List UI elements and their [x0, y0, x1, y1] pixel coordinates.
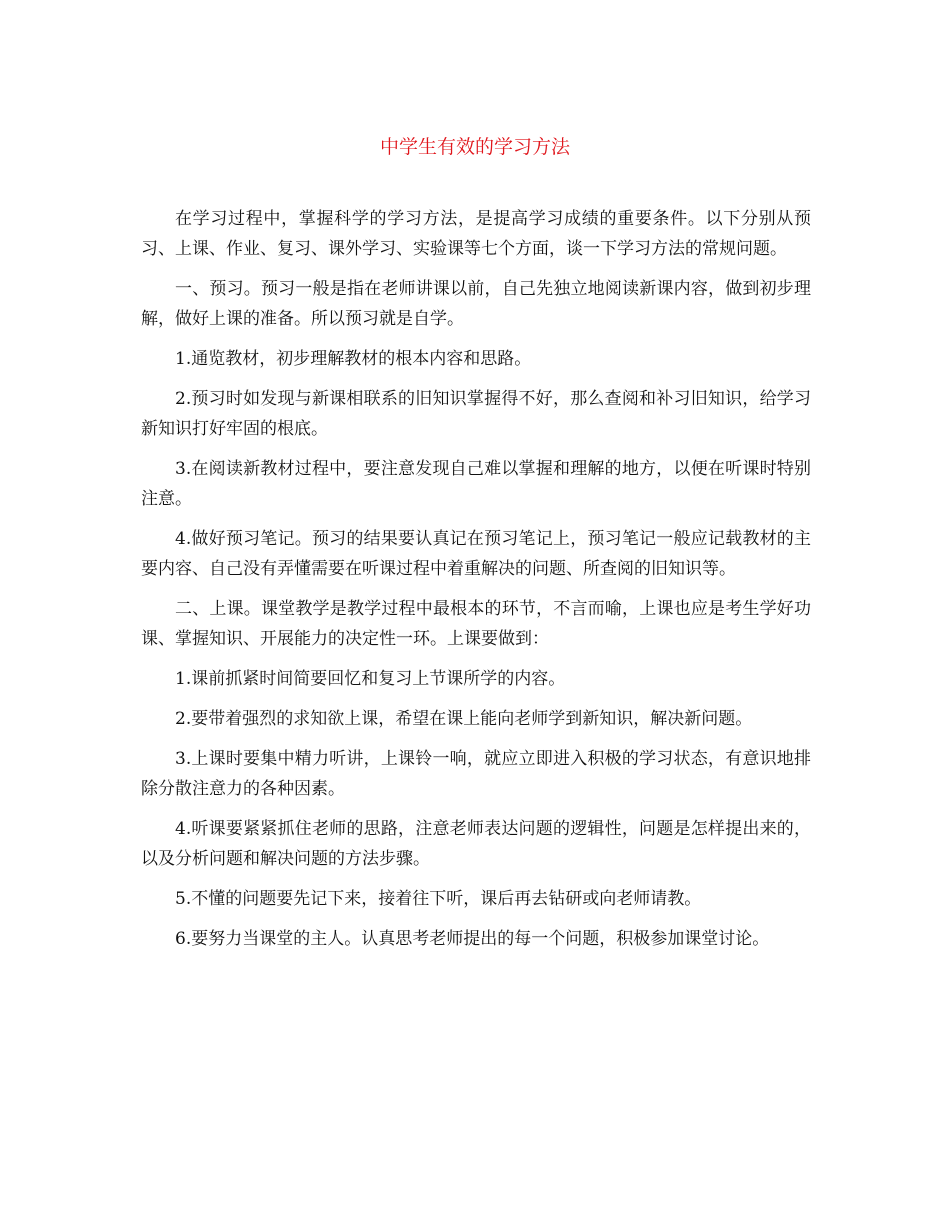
paragraph-class-item-1: 1.课前抓紧时间简要回忆和复习上节课所学的内容。 — [175, 669, 566, 689]
paragraph-preview-item-4: 4.做好预习笔记。预习的结果要认真记在预习笔记上，预习笔记一般应记载教材的主要内容、自己没有弄懂需要在听课过程中着重解决的问题、所查阅的旧知识等。 — [141, 529, 811, 579]
paragraph-preview-item-1: 1.通览教材，初步理解教材的根本内容和思路。 — [175, 349, 532, 369]
document-title: 中学生有效的学习方法 — [379, 136, 570, 158]
paragraph-class-item-3: 3.上课时要集中精力听讲，上课铃一响，就应立即进入积极的学习状态，有意识地排除分散注意力的各种因素。 — [141, 749, 811, 799]
paragraph-class-item-4: 4.听课要紧紧抓住老师的思路，注意老师表达问题的逻辑性，问题是怎样提出来的，以及分析问题和解决问题的方法步骤。 — [141, 819, 811, 869]
paragraph-section-class: 二、上课。课堂教学是教学过程中最根本的环节，不言而喻，上课也应是考生学好功课、掌握知识、开展能力的决定性一环。上课要做到： — [141, 599, 811, 649]
paragraph-preview-item-3: 3.在阅读新教材过程中，要注意发现自己难以掌握和理解的地方，以便在听课时特别注意。 — [141, 459, 811, 509]
paragraph-class-item-5: 5.不懂的问题要先记下来，接着往下听，课后再去钻研或向老师请教。 — [175, 889, 702, 909]
paragraph-intro: 在学习过程中，掌握科学的学习方法，是提高学习成绩的重要条件。以下分别从预习、上课、作业、复习、课外学习、实验课等七个方面，谈一下学习方法的常规问题。 — [141, 209, 811, 259]
paragraph-class-item-2: 2.要带着强烈的求知欲上课，希望在课上能向老师学到新知识，解决新问题。 — [175, 709, 753, 729]
paragraph-section-preview: 一、预习。预习一般是指在老师讲课以前，自己先独立地阅读新课内容，做到初步理解，做好上课的准备。所以预习就是自学。 — [141, 279, 811, 329]
paragraph-class-item-6: 6.要努力当课堂的主人。认真思考老师提出的每一个问题，积极参加课堂讨论。 — [175, 929, 770, 949]
paragraph-preview-item-2: 2.预习时如发现与新课相联系的旧知识掌握得不好，那么查阅和补习旧知识，给学习新知识打好牢固的根底。 — [141, 389, 811, 439]
document-body — [141, 204, 811, 964]
